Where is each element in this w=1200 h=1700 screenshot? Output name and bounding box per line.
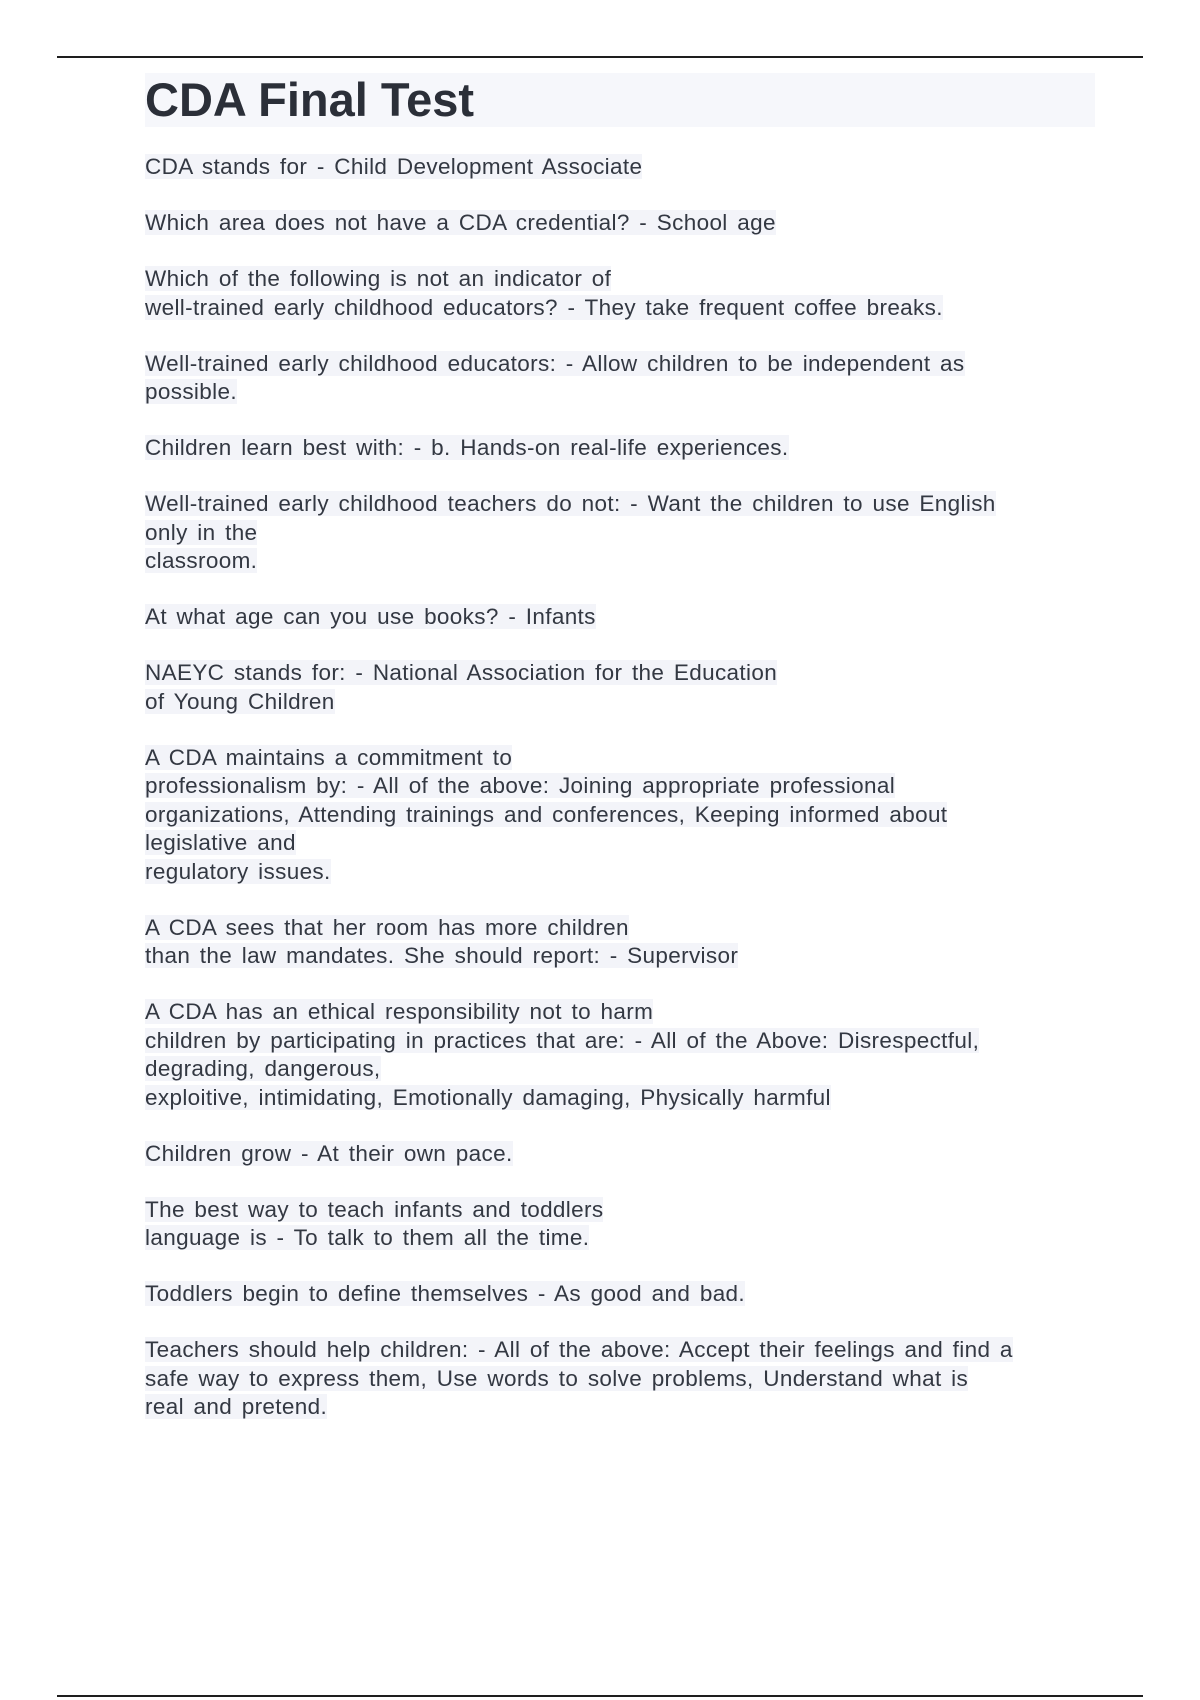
text-line-content: real and pretend. [145, 1394, 328, 1419]
text-line [145, 434, 1095, 463]
text-line [145, 350, 1095, 379]
question-answer-item [145, 265, 1095, 322]
text-line [145, 1224, 1095, 1253]
text-line [145, 1027, 1095, 1056]
question-answer-list [145, 153, 1095, 1422]
text-line [145, 378, 1095, 407]
text-line-content: professionalism by: - All of the above: Joining appropriate professional [145, 773, 896, 798]
text-line [145, 1196, 1095, 1225]
question-answer-item [145, 914, 1095, 971]
question-answer-item [145, 998, 1095, 1112]
question-answer-item [145, 490, 1095, 576]
text-line [145, 209, 1095, 238]
question-answer-item [145, 153, 1095, 182]
text-line-content: exploitive, intimidating, Emotionally damaging, Physically harmful [145, 1084, 831, 1110]
text-line-content: A CDA has an ethical responsibility not to harm [145, 999, 654, 1024]
text-line-content: organizations, Attending trainings and conferences, Keeping informed about [145, 801, 948, 827]
question-answer-item [145, 1140, 1095, 1169]
text-line-content: Well-trained early childhood teachers do not: - Want the children to use English [145, 491, 996, 516]
page-title: CDA Final Test [145, 73, 1095, 127]
question-answer-item [145, 434, 1095, 463]
text-line-content: Which of the following is not an indicator of [145, 266, 612, 291]
bottom-rule [57, 1695, 1143, 1697]
text-line [145, 772, 1095, 801]
text-line-content: of Young Children [145, 688, 335, 714]
question-answer-item [145, 350, 1095, 407]
text-line [145, 153, 1095, 182]
text-line [145, 1140, 1095, 1169]
text-line [145, 519, 1095, 548]
text-line-content: Which area does not have a CDA credential? - School age [145, 210, 776, 235]
top-rule [57, 56, 1143, 58]
text-line [145, 829, 1095, 858]
text-line-content: legislative and [145, 830, 296, 855]
text-line-content: safe way to express them, Use words to solve problems, Understand what is [145, 1365, 969, 1391]
question-answer-item [145, 1280, 1095, 1309]
text-line [145, 914, 1095, 943]
text-line-content: The best way to teach infants and toddlers [145, 1196, 604, 1222]
text-line [145, 744, 1095, 773]
text-line-content: language is - To talk to them all the time. [145, 1225, 590, 1250]
text-line-content: Well-trained early childhood educators: - Allow children to be independent as [145, 350, 965, 376]
question-answer-item [145, 1336, 1095, 1422]
text-line-content: children by participating in practices that are: - All of the Above: Disrespectful, [145, 1027, 980, 1053]
text-line-content: regulatory issues. [145, 858, 331, 884]
text-line-content: Children learn best with: - b. Hands-on real-life experiences. [145, 435, 789, 460]
text-line-content: possible. [145, 379, 237, 404]
text-line-content: classroom. [145, 548, 258, 573]
text-line [145, 1365, 1095, 1394]
question-answer-item [145, 1196, 1095, 1253]
text-line [145, 547, 1095, 576]
text-line-content: Toddlers begin to define themselves - As good and bad. [145, 1281, 746, 1306]
text-line [145, 603, 1095, 632]
text-line-content: CDA stands for - Child Development Associate [145, 154, 643, 179]
text-line [145, 659, 1095, 688]
text-line-content: than the law mandates. She should report: - Supervisor [145, 943, 739, 968]
question-answer-item [145, 659, 1095, 716]
text-line-content: degrading, dangerous, [145, 1056, 381, 1081]
text-line-content: only in the [145, 519, 258, 545]
text-line-content: At what age can you use books? - Infants [145, 604, 596, 629]
question-answer-item [145, 209, 1095, 238]
text-line [145, 858, 1095, 887]
text-line [145, 801, 1095, 830]
text-line [145, 688, 1095, 717]
text-line [145, 942, 1095, 971]
document-body [145, 73, 1095, 1449]
text-line [145, 1055, 1095, 1084]
text-line-content: Children grow - At their own pace. [145, 1140, 513, 1166]
text-line [145, 998, 1095, 1027]
text-line-content: well-trained early childhood educators? - They take frequent coffee breaks. [145, 294, 943, 320]
text-line [145, 1393, 1095, 1422]
question-answer-item [145, 603, 1095, 632]
text-line [145, 294, 1095, 323]
text-line-content: A CDA sees that her room has more children [145, 914, 629, 940]
text-line-content: Teachers should help children: - All of the above: Accept their feelings and find a [145, 1337, 1013, 1362]
text-line [145, 265, 1095, 294]
text-line-content: A CDA maintains a commitment to [145, 744, 513, 770]
text-line [145, 1280, 1095, 1309]
text-line [145, 1336, 1095, 1365]
question-answer-item [145, 744, 1095, 887]
text-line [145, 490, 1095, 519]
text-line [145, 1084, 1095, 1113]
text-line-content: NAEYC stands for: - National Association for the Education [145, 660, 778, 685]
